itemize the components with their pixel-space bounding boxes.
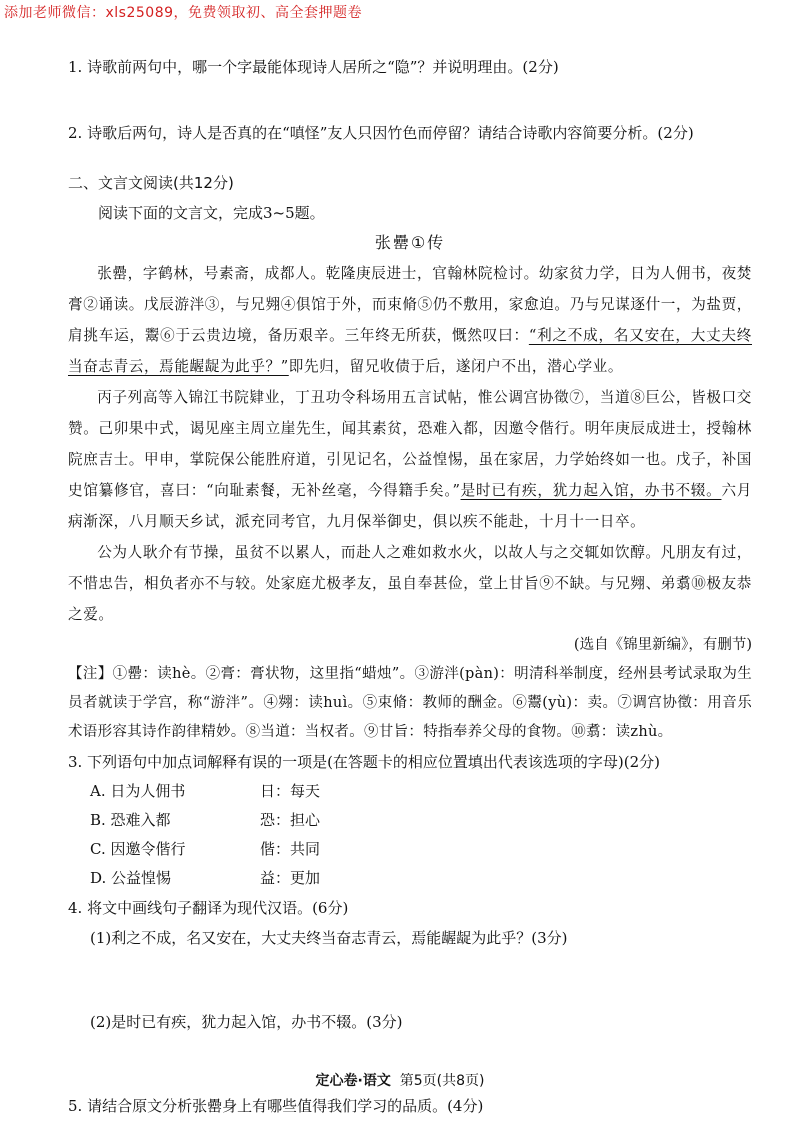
option-c: [68, 835, 752, 864]
option-c-label: C. 因邀令偕行: [90, 840, 186, 858]
watermark-text: 添加老师微信：xls25089，免费领取初、高全套押题卷: [4, 5, 363, 21]
option-a-label: A. 日为人佣书: [90, 782, 186, 800]
option-d-label: D. 公益惶惕: [90, 869, 172, 887]
option-d: [68, 864, 752, 893]
passage-source: (选自《锦里新编》，有删节): [573, 637, 752, 653]
option-a-meaning: 日：每天: [260, 782, 321, 800]
question-5: 5. 请结合原文分析张罍身上有哪些值得我们学习的品质。(4分): [68, 1097, 484, 1115]
question-4-part-2: (2)是时已有疾，犹力起入馆，办书不辍。(3分): [90, 1013, 403, 1031]
passage-title: 张罍①传: [374, 233, 446, 252]
passage-paragraph-2: [68, 382, 752, 537]
passage-paragraph-3: 公为人耿介有节操，虽贫不以累人，而赴人之难如救水火，以故人与之交辄如饮醇。凡朋友有过，不惜忠告，相负者亦不与较。处家庭尤极孝友，虽自奉甚俭，堂上甘旨⑨不缺。与兄翙、弟翥⑩极友恭之爱。: [68, 544, 752, 623]
question-4-part-1: (1)利之不成，名又安在，大丈夫终当奋志青云，焉能龌龊为此乎？(3分): [90, 929, 568, 947]
annotation-notes: 【注】①罍：读hè。②膏：膏状物，这里指“蜡烛”。③游泮(pàn)：明清科举制度，经州县考试录取为生员者就读于学宫，称“游泮”。④翙：读huì。⑤束脩：教师的酬金。⑥鬻(yù)：卖。⑦调宫协徵：用音乐术语形容其诗作韵律精妙。⑧当道：当权者。⑨甘旨：特指奉养父母的食物。⑩翥：读zhù。: [68, 666, 752, 740]
option-a: [68, 777, 752, 806]
para2-text-a: 丙子列高等入锦江书院肄业，丁丑功令科场用五言试帖，惟公调宫协徵⑦，当道⑧巨公，皆极口交赞。己卯果中式，谒见座主周立崖先生，闻其素贫，恐难入都，因邀令偕行。明年庚辰成进士，授翰林院庶吉士。甲申，掌院保公能胜府道，引见记名，公益惶惕，虽在家居，力学始终如一也。戊子，补国史馆纂修官，喜曰：“向耻素餐，无补丝毫，今得籍手矣。”: [68, 389, 752, 499]
footer-title: 定心卷·语文: [315, 1073, 391, 1089]
para1-text-a: 张罍，字鹤林，号素斋，成都人。乾隆庚辰进士，官翰林院检讨。幼家贫力学，日为人佣书，夜焚膏②诵读。戊辰游泮③，与兄翙④俱馆于外，而束脩⑤仍不敷用，家愈迫。乃与兄谋逐什一，为盐贾，肩挑车运，鬻⑥于云贵边境，备历艰辛。三年终无所获，慨然叹曰：: [68, 265, 752, 344]
para1-text-b: 即先归，留兄收债于后，遂闭户不出，潜心学业。: [288, 358, 624, 375]
underlined-sentence-1: “利之不成，名又安在，大丈夫终当奋志青云，焉能龌龊为此乎？”: [68, 327, 752, 375]
para2-text-b: 六月病渐深，八月顺天乡试，派充同考官，九月保举御史，俱以疾不能赴，十月十一日卒。: [68, 482, 753, 530]
exam-page: [68, 30, 752, 1121]
page-footer: [0, 1070, 800, 1090]
option-c-meaning: 偕：共同: [260, 840, 321, 858]
question-1: 1. 诗歌前两句中，哪一个字最能体现诗人居所之“隐”？并说明理由。(2分): [68, 58, 559, 76]
footer-page-number: 第5页(共8页): [399, 1073, 485, 1089]
question-2: 2. 诗歌后两句，诗人是否真的在“嗔怪”友人只因竹色而停留？请结合诗歌内容简要分析。(2分): [68, 124, 694, 142]
underlined-sentence-2: 是时已有疾，犹力起入馆，办书不辍。: [460, 482, 722, 499]
option-b: [68, 806, 752, 835]
question-4: 4. 将文中画线句子翻译为现代汉语。(6分): [68, 899, 349, 917]
question-3: 3. 下列语句中加点词解释有误的一项是(在答题卡的相应位置填出代表该选项的字母)(2分): [68, 753, 661, 771]
section-instruction: 阅读下面的文言文，完成3~5题。: [98, 204, 325, 222]
passage-paragraph-1: [68, 258, 752, 382]
option-b-meaning: 恐：担心: [260, 811, 321, 829]
section-title: 二、文言文阅读(共12分): [68, 174, 234, 192]
option-d-meaning: 益：更加: [260, 869, 321, 887]
option-b-label: B. 恐难入都: [90, 811, 171, 829]
